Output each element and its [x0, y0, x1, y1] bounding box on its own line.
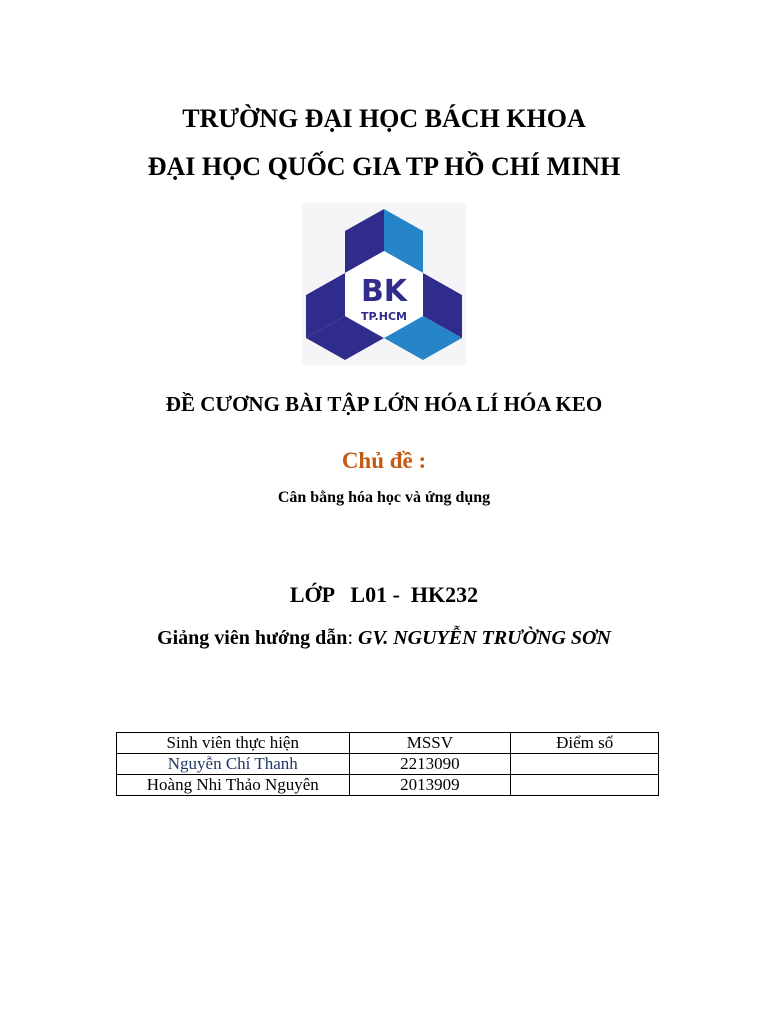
student-score — [511, 754, 659, 775]
student-id: 2213090 — [349, 754, 511, 775]
student-id: 2013909 — [349, 775, 511, 796]
bk-logo — [302, 203, 466, 365]
university-name: TRƯỜNG ĐẠI HỌC BÁCH KHOA — [182, 104, 586, 133]
class-label: LỚP — [289, 582, 334, 607]
topic-label: Chủ đề : — [341, 448, 427, 473]
instructor-separator: : — [347, 627, 358, 649]
bk-logo-icon — [302, 203, 466, 365]
class-line — [0, 582, 768, 608]
instructor-line — [0, 627, 768, 650]
national-university-name: ĐẠI HỌC QUỐC GIA TP HỒ CHÍ MINH — [147, 152, 621, 181]
class-code: L01 - — [350, 582, 400, 607]
table-row — [117, 775, 659, 796]
header-student: Sinh viên thực hiện — [117, 733, 350, 754]
semester: HK232 — [410, 582, 479, 607]
table-row — [117, 754, 659, 775]
logo-tphcm-text: TP.HCM — [361, 310, 407, 323]
header-id: MSSV — [349, 733, 511, 754]
instructor-label: Giảng viên hướng dẫn — [157, 627, 348, 649]
table-header-row — [117, 733, 659, 754]
header-score: Điểm số — [511, 733, 659, 754]
logo-bk-text: BK — [360, 274, 408, 309]
students-table — [116, 732, 659, 796]
student-score — [511, 775, 659, 796]
topic-text: Cân bằng hóa học và ứng dụng — [277, 489, 491, 506]
student-name: Hoàng Nhi Thảo Nguyên — [117, 775, 350, 796]
instructor-name: GV. NGUYỄN TRƯỜNG SƠN — [358, 627, 611, 649]
document-title: ĐỀ CƯƠNG BÀI TẬP LỚN HÓA LÍ HÓA KEO — [165, 392, 603, 416]
student-name: Nguyễn Chí Thanh — [117, 754, 350, 775]
